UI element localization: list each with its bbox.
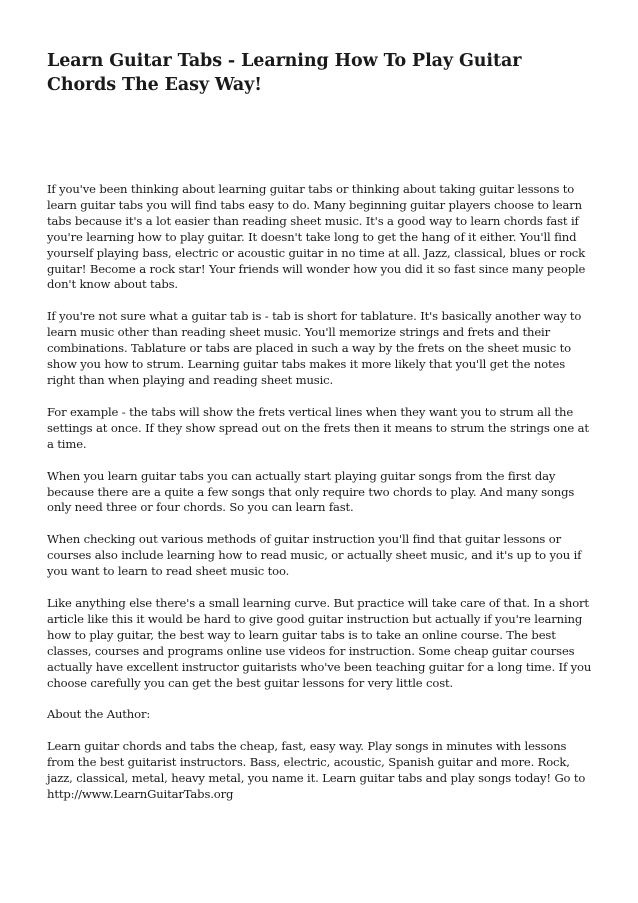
paragraph-first-day: When you learn guitar tabs you can actually start playing guitar songs from the first day because there are a quite a few songs that only require two chords to play. And many songs only need three or four chords. So you can learn fast. [47, 468, 575, 515]
about-author-heading: About the Author: [47, 707, 151, 722]
paragraph-what-is-tab: If you're not sure what a guitar tab is - tab is short for tablature. It's basically another way to learn music other than reading sheet music. You'll memorize strings and frets and their combinations. Tablature or tabs are placed in such a way by the frets on the sheet music to show you how to strum. Learning guitar tabs makes it more likely that you'll get the notes right than when playing and reading sheet music. [47, 309, 582, 387]
document-header [47, 49, 593, 97]
paragraph-example: For example - the tabs will show the frets vertical lines when they want you to strum all the settings at once. If they show spread out on the frets then it means to strum the strings one at a time. [47, 404, 589, 451]
paragraph-intro: If you've been thinking about learning guitar tabs or thinking about taking guitar lessons to learn guitar tabs you will find tabs easy to do. Many beginning guitar players choose to learn tabs because it's a lot easier than reading sheet music. It's a good way to learn chords fast if you're learning how to play guitar. It doesn't take long to get the hang of it either. You'll find yourself playing bass, electric or acoustic guitar in no time at all. Jazz, classical, blues or rock guitar! Become a rock star! Your friends will wonder how you did it so fast since many people don't know about tabs. [47, 182, 586, 292]
paragraph-author-bio: Learn guitar chords and tabs the cheap, fast, easy way. Play songs in minutes with lessons from the best guitarist instructors. Bass, electric, acoustic, Spanish guitar and more. Rock, jazz, classical, metal, heavy metal, you name it. Learn guitar tabs and play songs today! Go to http://www.LearnGuitarTabs.org [47, 739, 586, 802]
paragraph-learning-curve: Like anything else there's a small learning curve. But practice will take care of that. In a short article like this it would be hard to give good guitar instruction but actually if you're learning how to play guitar, the best way to learn guitar tabs is to take an online course. The best classes, courses and programs online use videos for instruction. Some cheap guitar courses actually have excellent instructor guitarists who've been teaching guitar for a long time. If you choose carefully you can get the best guitar lessons for very little cost. [47, 596, 592, 690]
paragraph-methods: When checking out various methods of guitar instruction you'll find that guitar lessons or courses also include learning how to read music, or actually sheet music, and it's up to you if you want to learn to read sheet music too. [47, 532, 582, 579]
document-title: Learn Guitar Tabs - Learning How To Play Guitar Chords The Easy Way! [47, 51, 522, 95]
document-body [47, 182, 593, 819]
